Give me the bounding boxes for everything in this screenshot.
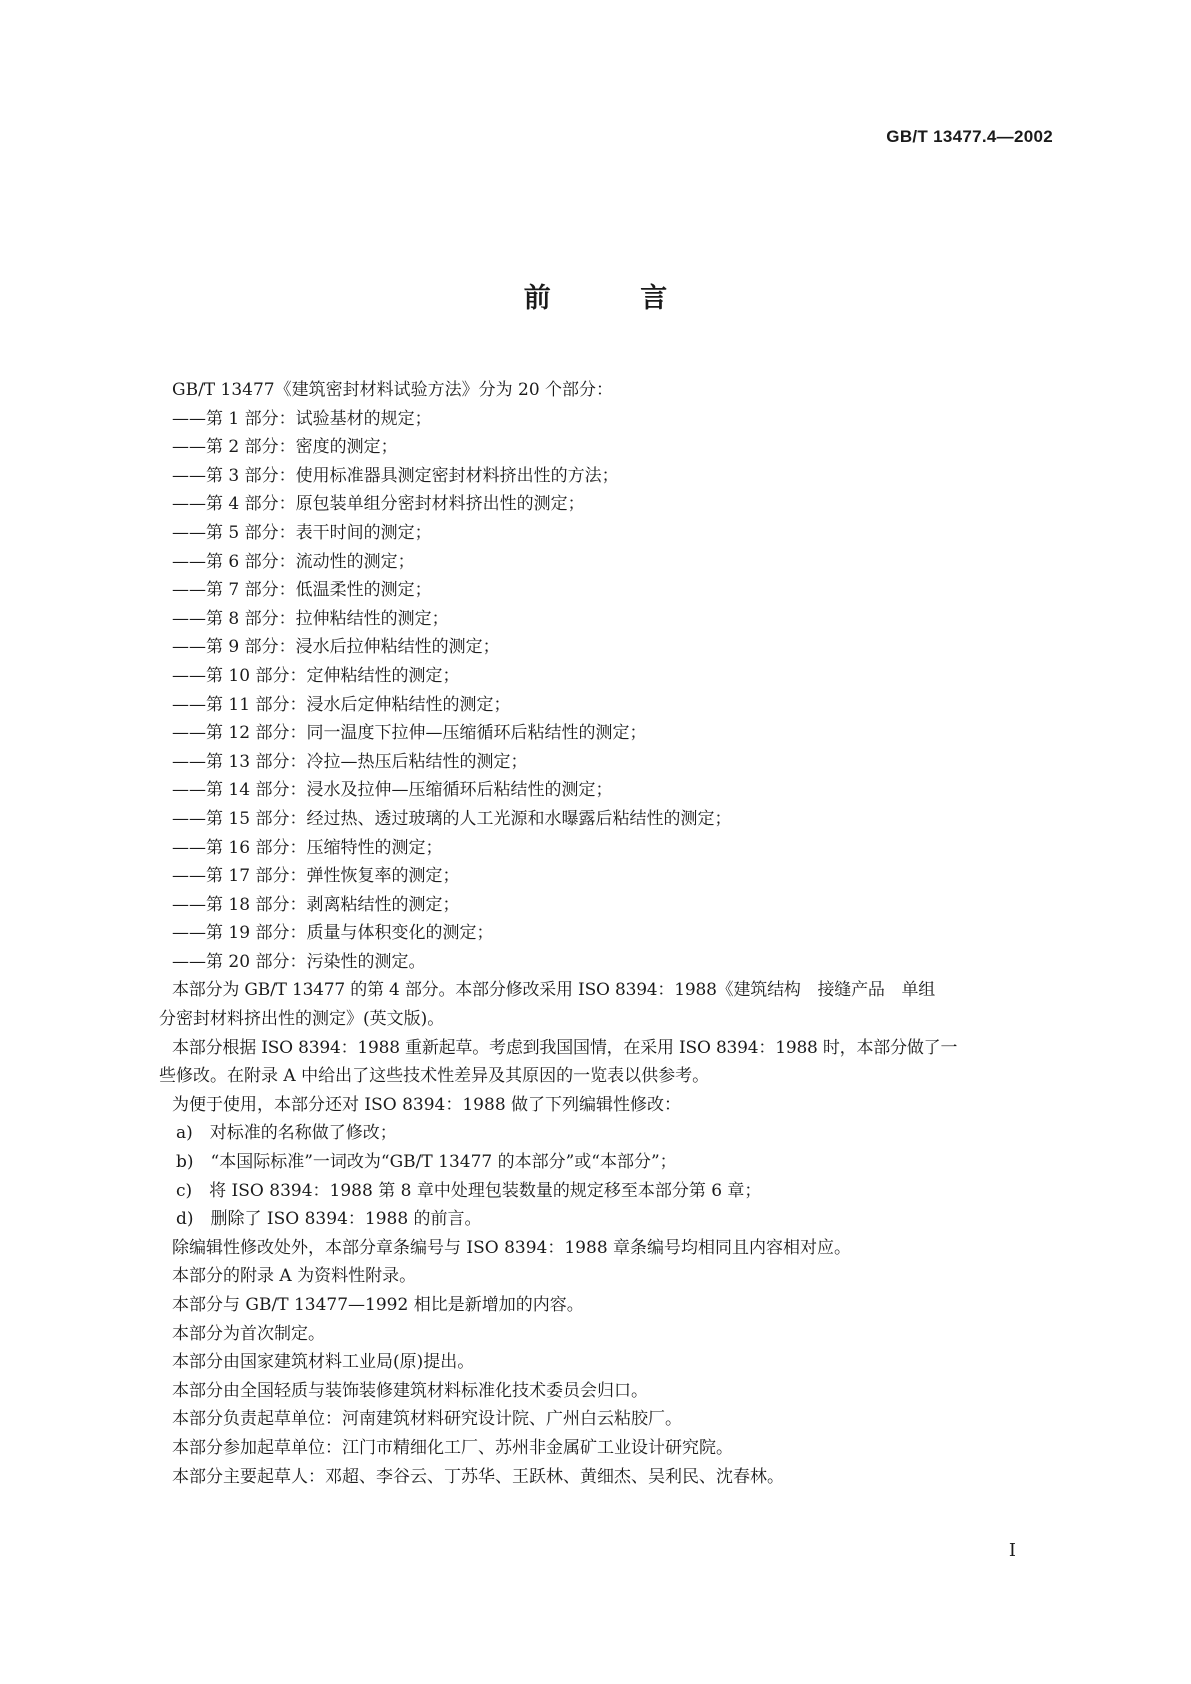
redraft-paragraph-line-1: 本部分根据 ISO 8394：1988 重新起草。考虑到我国国情，在采用 ISO 8394：1988 时，本部分做了一 (172, 1037, 958, 1058)
closing-paragraph: 本部分的附录 A 为资料性附录。 (172, 1266, 417, 1287)
foreword-body (159, 376, 1060, 1491)
part-item: ——第 5 部分：表干时间的测定； (172, 522, 432, 543)
part-item: ——第 16 部分：压缩特性的测定； (172, 837, 443, 858)
editorial-item: d) 删除了 ISO 8394：1988 的前言。 (176, 1209, 482, 1230)
closing-paragraph: 除编辑性修改处外，本部分章条编号与 ISO 8394：1988 章条编号均相同且内容相对应。 (172, 1237, 852, 1258)
closing-paragraph: 本部分与 GB/T 13477—1992 相比是新增加的内容。 (172, 1295, 584, 1315)
closing-paragraph: 本部分由国家建筑材料工业局(原)提出。 (172, 1352, 475, 1373)
part-item: ——第 6 部分：流动性的测定； (172, 551, 415, 572)
editorial-item: a) 对标准的名称做了修改； (176, 1123, 397, 1144)
redraft-paragraph-line-2: 些修改。在附录 A 中给出了这些技术性差异及其原因的一览表以供参考。 (159, 1066, 710, 1087)
part-item: ——第 4 部分：原包装单组分密封材料挤出性的测定； (172, 494, 585, 515)
closing-paragraph: 本部分负责起草单位：河南建筑材料研究设计院、广州白云粘胶厂。 (172, 1409, 682, 1430)
part-item: ——第 20 部分：污染性的测定。 (172, 951, 426, 972)
closing-paragraph: 本部分由全国轻质与装饰装修建筑材料标准化技术委员会归口。 (172, 1380, 648, 1401)
adoption-paragraph-line-1: 本部分为 GB/T 13477 的第 4 部分。本部分修改采用 ISO 8394：1988《建筑结构 接缝产品 单组 (172, 980, 936, 1001)
closing-paragraph: 本部分主要起草人：邓超、李谷云、丁苏华、王跃林、黄细杰、吴利民、沈春林。 (172, 1466, 784, 1487)
editorial-item: c) 将 ISO 8394：1988 第 8 章中处理包装数量的规定移至本部分第 6 章； (176, 1180, 762, 1201)
part-item: ——第 3 部分：使用标准器具测定密封材料挤出性的方法； (172, 465, 619, 486)
editorial-item: b) “本国际标准”一词改为“GB/T 13477 的本部分”或“本部分”； (176, 1152, 677, 1173)
page-title: 前 言 (523, 283, 708, 314)
adoption-paragraph-line-2: 分密封材料挤出性的测定》(英文版)。 (159, 1009, 445, 1030)
part-item: ——第 17 部分：弹性恢复率的测定； (172, 866, 460, 887)
part-item: ——第 9 部分：浸水后拉伸粘结性的测定； (172, 637, 500, 658)
intro-paragraph: GB/T 13477《建筑密封材料试验方法》分为 20 个部分： (172, 380, 614, 400)
part-item: ——第 13 部分：冷拉—热压后粘结性的测定； (172, 751, 528, 772)
part-item: ——第 8 部分：拉伸粘结性的测定； (172, 608, 449, 629)
part-item: ——第 19 部分：质量与体积变化的测定； (172, 923, 494, 944)
closing-paragraph: 本部分为首次制定。 (172, 1323, 325, 1344)
part-item: ——第 18 部分：剥离粘结性的测定； (172, 894, 460, 915)
part-item: ——第 11 部分：浸水后定伸粘结性的测定； (172, 694, 511, 715)
closing-paragraph: 本部分参加起草单位：江门市精细化工厂、苏州非金属矿工业设计研究院。 (172, 1437, 733, 1458)
part-item: ——第 1 部分：试验基材的规定； (172, 408, 432, 429)
part-item: ——第 12 部分：同一温度下拉伸—压缩循环后粘结性的测定； (172, 723, 647, 744)
part-item: ——第 10 部分：定伸粘结性的测定； (172, 665, 460, 686)
part-item: ——第 14 部分：浸水及拉伸—压缩循环后粘结性的测定； (172, 780, 613, 801)
editorial-paragraph: 为便于使用，本部分还对 ISO 8394：1988 做了下列编辑性修改： (172, 1094, 682, 1115)
page-number: I (1008, 1540, 1016, 1561)
part-item: ——第 7 部分：低温柔性的测定； (172, 580, 432, 601)
standard-code: GB/T 13477.4—2002 (886, 127, 1053, 146)
part-item: ——第 15 部分：经过热、透过玻璃的人工光源和水曝露后粘结性的测定； (172, 808, 732, 829)
part-item: ——第 2 部分：密度的测定； (172, 437, 398, 458)
